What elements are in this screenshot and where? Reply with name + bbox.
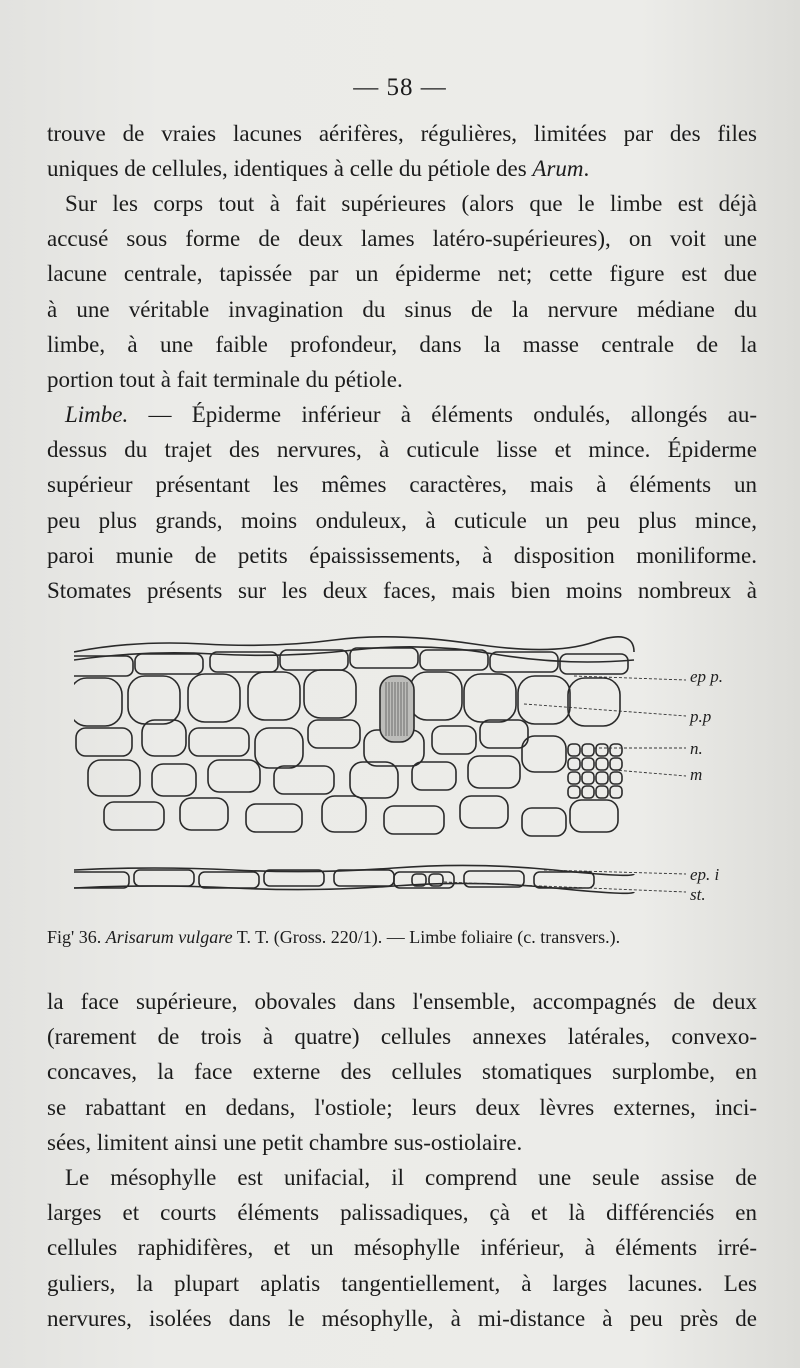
vein-cell bbox=[596, 744, 608, 756]
caption-rest: T. T. (Gross. 220/1). — Limbe foliaire (c. transvers.). bbox=[236, 927, 621, 947]
lower-epidermis-cell bbox=[199, 872, 259, 888]
mesophyll-cell bbox=[350, 762, 398, 798]
mesophyll-cell bbox=[180, 798, 228, 830]
figure-label: n. bbox=[690, 739, 703, 758]
vein-cell bbox=[582, 758, 594, 770]
text-line: sées, limitent ainsi une petit chambre sus-ostiolaire. bbox=[47, 1129, 523, 1155]
text-line: la face supérieure, obovales dans l'ensemble, accompagnés de deux bbox=[47, 989, 757, 1014]
mesophyll-cell bbox=[255, 728, 303, 768]
text-line bbox=[47, 151, 757, 186]
palisade-cell bbox=[410, 672, 462, 720]
mesophyll-cell bbox=[308, 720, 360, 748]
text-line: accusé sous forme de deux lames latéro-supérieures), on voit une bbox=[47, 226, 757, 252]
caption-species: Arisarum vulgare bbox=[105, 927, 233, 947]
vein-cell bbox=[582, 772, 594, 784]
palisade-cell bbox=[568, 678, 620, 726]
vein-cell bbox=[610, 772, 622, 784]
vein-cell bbox=[610, 758, 622, 770]
vein-cell bbox=[582, 744, 594, 756]
vein-cell bbox=[568, 744, 580, 756]
vein-cell bbox=[610, 786, 622, 798]
mesophyll-cell bbox=[208, 760, 260, 792]
text-line: se rabattant en dedans, l'ostiole; leurs deux lèvres externes, inci- bbox=[47, 1094, 757, 1120]
raphide-cell bbox=[380, 676, 414, 742]
italic-term: Arum bbox=[532, 156, 584, 182]
vein-cell bbox=[568, 772, 580, 784]
vein-cell bbox=[596, 772, 608, 784]
figure-caption bbox=[47, 927, 762, 948]
mesophyll-cell bbox=[76, 728, 132, 756]
page-number: — 58 — bbox=[353, 74, 447, 101]
figure-label: m bbox=[690, 765, 703, 784]
upper-epidermis-cell bbox=[135, 654, 203, 674]
text-line: limbe, à une faible profondeur, dans la masse centrale de la bbox=[47, 331, 757, 357]
vein-cell bbox=[568, 786, 580, 798]
lower-epidermis-cell bbox=[334, 870, 394, 886]
vein-cell bbox=[610, 744, 622, 756]
text-line: cellules raphidifères, et un mésophylle inférieur, à éléments irré- bbox=[47, 1235, 757, 1261]
mesophyll-cell bbox=[142, 720, 186, 756]
text-line: trouve de vraies lacunes aérifères, régulières, limitées par des files bbox=[47, 121, 757, 146]
text-line-part: uniques de cellules, identiques à celle du pétiole des Arum. bbox=[47, 156, 590, 182]
raphide-cell-outline bbox=[380, 676, 414, 742]
mesophyll-cell bbox=[468, 756, 520, 788]
mesophyll-cell bbox=[104, 802, 164, 830]
vein-cell bbox=[596, 786, 608, 798]
figure-label: p.p bbox=[690, 707, 712, 726]
text-line: portion tout à fait terminale du pétiole. bbox=[47, 367, 403, 393]
text-line: supérieur présentant les mêmes caractères, mais à éléments un bbox=[47, 472, 757, 498]
caption-prefix: Fig' 36. bbox=[47, 927, 102, 947]
lower-epidermis-cell bbox=[264, 870, 324, 886]
text-line: concaves, la face externe des cellules stomatiques surplombe, en bbox=[47, 1059, 757, 1085]
vein-cell bbox=[596, 758, 608, 770]
paragraph-2 bbox=[47, 186, 757, 397]
paragraph-3 bbox=[47, 397, 757, 608]
mesophyll-cell bbox=[152, 764, 196, 796]
palisade-cell bbox=[74, 678, 122, 726]
figure-label: st. bbox=[690, 885, 706, 904]
text-line: larges et courts éléments palissadiques, çà et là différenciés en bbox=[47, 1200, 757, 1226]
mesophyll-cell bbox=[189, 728, 249, 756]
lower-epidermis-cell bbox=[134, 870, 194, 886]
text-line: Le mésophylle est unifacial, il comprend une seule assise de bbox=[65, 1165, 757, 1190]
mesophyll-cell bbox=[274, 766, 334, 794]
upper-epidermis-cell bbox=[350, 648, 418, 668]
mesophyll-cell bbox=[460, 796, 508, 828]
text-line: à une véritable invagination du sinus de la nervure médiane du bbox=[47, 296, 757, 322]
mesophyll-cell bbox=[570, 800, 618, 832]
mesophyll-cell bbox=[480, 720, 528, 748]
upper-epidermis-cell bbox=[560, 654, 628, 674]
mesophyll-cell bbox=[432, 726, 476, 754]
mesophyll-cell bbox=[522, 736, 566, 772]
text-line: (rarement de trois à quatre) cellules annexes latérales, convexo- bbox=[47, 1024, 757, 1050]
lower-epidermis-cell bbox=[534, 872, 594, 888]
text-line: peu plus grands, moins onduleux, à cuticule un peu plus mince, bbox=[47, 507, 757, 533]
palisade-cell bbox=[188, 674, 240, 722]
text-line: nervures, isolées dans le mésophylle, à mi-distance à peu près de bbox=[47, 1305, 757, 1331]
palisade-cell bbox=[304, 670, 356, 718]
upper-epidermis-cell bbox=[420, 650, 488, 670]
leaf-cross-section-figure bbox=[74, 630, 774, 912]
palisade-cell bbox=[518, 676, 570, 724]
text-line: lacune centrale, tapissée par un épiderme net; cette figure est due bbox=[47, 261, 757, 287]
italic-term: Limbe. bbox=[65, 402, 129, 427]
mesophyll-cell bbox=[384, 806, 444, 834]
figure-label: ep p. bbox=[690, 667, 724, 686]
palisade-cell bbox=[128, 676, 180, 724]
mesophyll-cell bbox=[246, 804, 302, 832]
text-line: dessus du trajet des nervures, à cuticule lisse et mince. Épiderme bbox=[47, 437, 757, 463]
mesophyll-cell bbox=[412, 762, 456, 790]
label-leader-line bbox=[614, 770, 686, 776]
palisade-cell bbox=[464, 674, 516, 722]
text-line: guliers, la plupart aplatis tangentiellement, à larges lacunes. Les bbox=[47, 1270, 757, 1296]
text-line: Stomates présents sur les deux faces, mais bien moins nombreux à bbox=[47, 578, 757, 604]
paragraph-1 bbox=[47, 116, 757, 186]
text-line: paroi munie de petits épaississements, à disposition moniliforme. bbox=[47, 542, 757, 568]
label-leader-line bbox=[524, 704, 686, 716]
paragraph-5 bbox=[47, 1160, 757, 1336]
mesophyll-cell bbox=[522, 808, 566, 836]
text-line: Limbe. — Épiderme inférieur à éléments ondulés, allongés au- bbox=[65, 402, 757, 427]
mesophyll-cell bbox=[88, 760, 140, 796]
paragraph-4 bbox=[47, 984, 757, 1160]
text-line: Sur les corps tout à fait supérieures (alors que le limbe est déjà bbox=[65, 191, 757, 216]
vein-cell bbox=[582, 786, 594, 798]
palisade-cell bbox=[248, 672, 300, 720]
vein-cell bbox=[568, 758, 580, 770]
figure-label: ep. i bbox=[690, 865, 720, 884]
mesophyll-cell bbox=[322, 796, 366, 832]
